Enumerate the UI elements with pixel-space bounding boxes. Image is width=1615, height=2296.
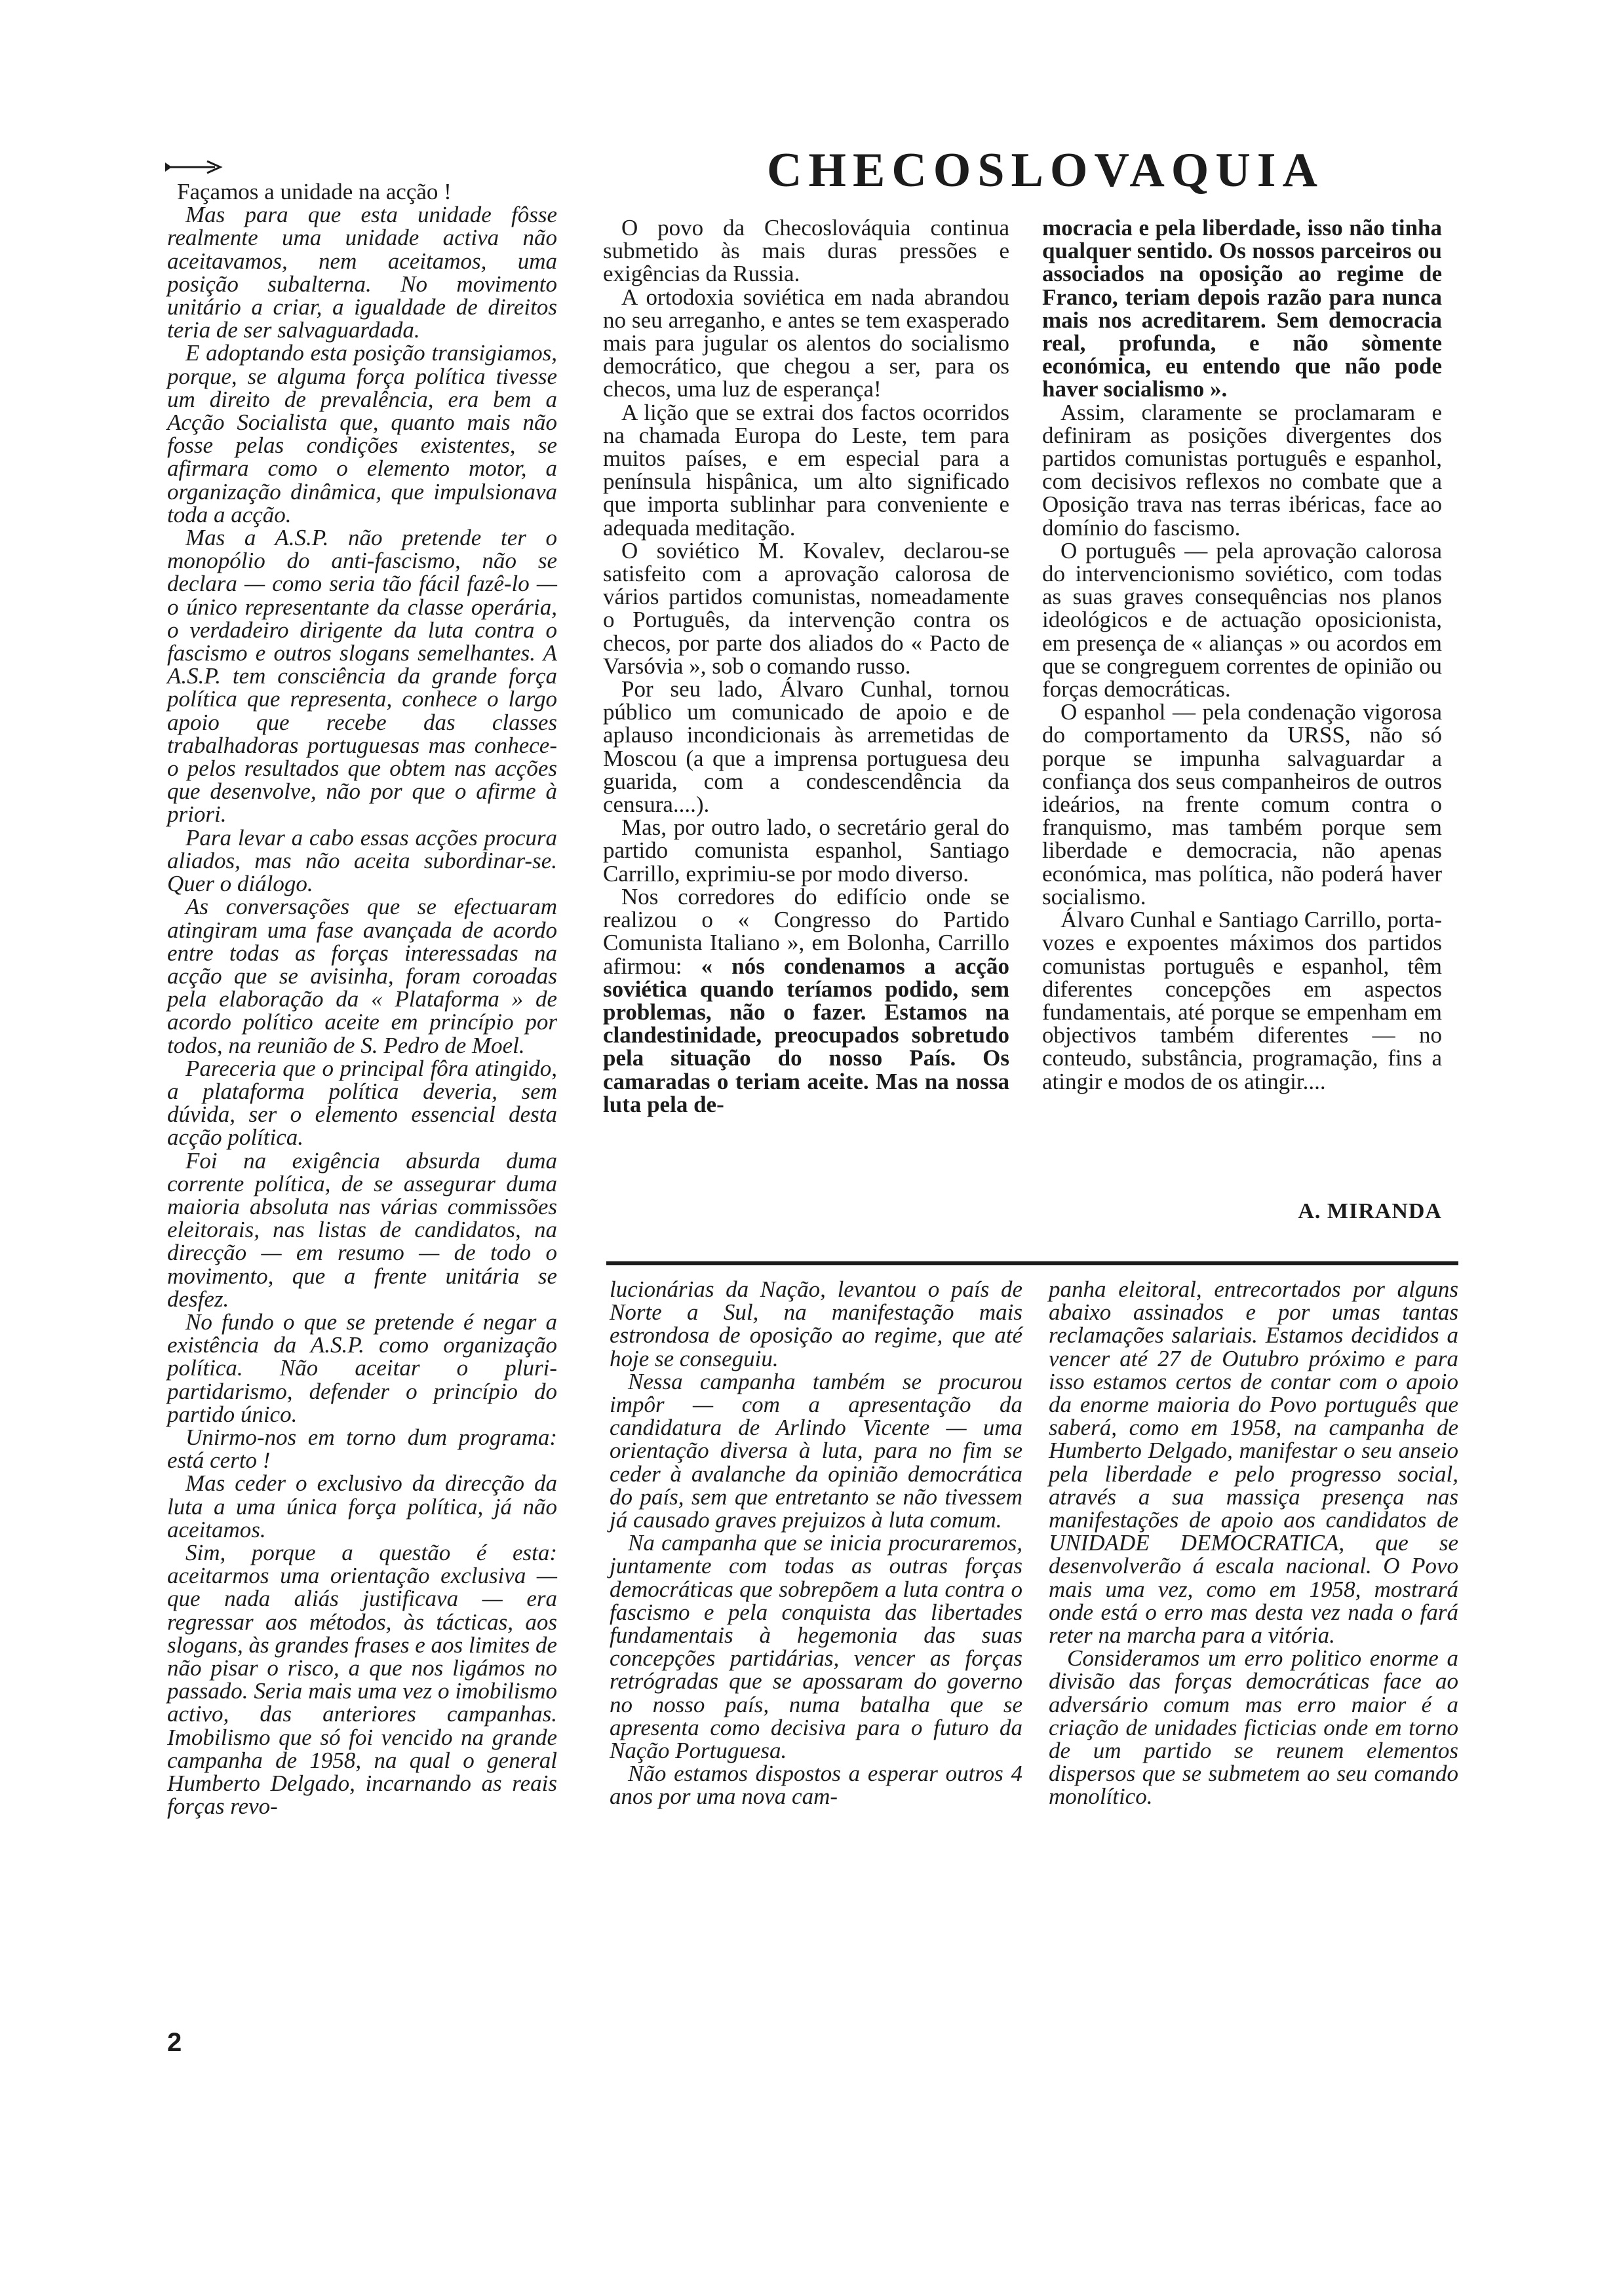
paragraph: Sim, porque a questão é esta: aceitarmos uma orientação exclusiva — que nada aliás justificava — era regressar aos métodos, às tácticas, aos slogans, às grandes frases e aos limites de não pisar o risco, a que nos ligámos no passado. Seria mais uma vez o imobilismo activo, das anteriores campanhas. Imobilismo que só foi vencido na grande campanha de 1958, na qual o general Humberto Delgado, incarnando as reais forças revo- xyxy=(167,1539,557,1820)
page-number: 2 xyxy=(167,2028,182,2057)
paragraph: Nessa campanha também se procurou impôr — com a apresentação da candidatura de Arlindo Vicente — uma orientação diversa à luta, para no fim se ceder à avalanche da opinião democrática do país, sem que entretanto se não tivessem já causado graves prejuizos à luta comum. xyxy=(610,1368,1022,1533)
paragraph-text: Nos corredores do edifício onde se realizou o « Congresso do Partido Comunista Italiano », em Bolonha, Carrillo afirmou: xyxy=(603,883,1009,979)
paragraph: Mas a A.S.P. não pretende ter o monopólio do anti-fascismo, não se declara — como seria tão fácil fazê-lo — o único representante da classe operária, o verdadeiro dirigente da luta contra o fascismo e outros slogans semelhantes. A A.S.P. tem consciência da grande força política que representa, conhece o largo apoio que recebe das classes trabalhadoras portuguesas mas conhece-o pelos resultados que obtem nas acções que desenvolve, não por que o afirme à priori. xyxy=(167,525,557,828)
paragraph: lucionárias da Nação, levantou o país de Norte a Sul, na manifestação mais estrondosa de oposição ao regime, que até hoje se conseguiu. xyxy=(610,1276,1022,1371)
paragraph xyxy=(603,885,1009,1116)
paragraph: O povo da Checoslováquia continua submetido às mais duras pressões e exigências da Russia. xyxy=(603,215,1009,287)
paragraph: No fundo o que se pretende é negar a existência da A.S.P. como organização política. Não aceitar o pluri-partidarismo, defender o princípio do partido único. xyxy=(167,1309,557,1427)
left-column xyxy=(167,180,557,1818)
bottom-middle-column xyxy=(610,1278,1022,1808)
paragraph: O português — pela aprovação calorosa do intervencionismo soviético, com todas as suas graves consequências nos planos ideológicos e de actuação oposicionista, em presença de « alianças » ou acordos em que se congreguem correntes de opinião ou forças democráticas. xyxy=(1042,537,1442,702)
paragraph: Mas ceder o exclusivo da direcção da luta a uma única força política, já não aceitamos. xyxy=(167,1470,557,1542)
section-divider xyxy=(606,1261,1458,1265)
paragraph: O soviético M. Kovalev, declarou-se satisfeito com a aprovação calorosa de vários partidos comunistas, nomeadamente o Português, da intervenção contra os checos, por parte dos aliados do « Pacto de Varsóvia », sob o comando russo. xyxy=(603,537,1009,679)
paragraph: Álvaro Cunhal e Santiago Carrillo, porta-vozes e expoentes máximos dos partidos comunistas português e espanhol, têm diferentes concepções em aspectos fundamentais, até porque se empenham em objectivos também diferentes — no conteudo, substância, programação, fins a atingir e modos de os atingir.... xyxy=(1042,907,1442,1094)
paragraph: Assim, claramente se proclamaram e definiram as posições divergentes dos partidos comunistas português e espanhol, com decisivos reflexos no combate que a Oposição trava nas terras ibéricas, face ao domínio do fascismo. xyxy=(1042,399,1442,541)
paragraph: Mas, por outro lado, o secretário geral do partido comunista espanhol, Santiago Carrillo, exprimiu-se por modo diverso. xyxy=(603,814,1009,887)
paragraph: Unirmo-nos em torno dum programa: está certo ! xyxy=(167,1424,557,1474)
carrillo-quote-continued: mocracia e pela liberdade, isso não tinha qualquer sentido. Os nossos parceiros ou associados na oposição ao regime de Franco, teriam depois razão para nunca mais nos acreditarem. Sem democracia real, profunda, e não sòmente económica, eu entendo que não pode haver socialismo ». xyxy=(1042,215,1442,402)
carrillo-quote: « nós condenamos a acção soviética quando teríamos podido, sem problemas, não o fazer. Estamos na clandestinidade, preocupados sobretudo pela situação do nosso País. Os camaradas o teriam aceite. Mas na nossa luta pela de- xyxy=(603,953,1010,1117)
article-headline: CHECOSLOVAQUIA xyxy=(766,144,1324,197)
paragraph: E adoptando esta posição transigiamos, porque, se alguma força política tivesse um direito de prevalência, era bem a Acção Socialista que, quanto mais não fosse pelas condições existentes, se afirmara como o elemento motor, a organização dinâmica, que impulsionava toda a acção. xyxy=(167,340,557,527)
paragraph: Foi na exigência absurda duma corrente política, de se assegurar duma maioria absoluta nas várias commissões eleitorais, nas listas de candidatos, na direcção — em resumo — de todo o movimento, que a frente unitária se desfez. xyxy=(167,1147,557,1312)
middle-column xyxy=(603,216,1009,1116)
paragraph: A lição que se extrai dos factos ocorridos na chamada Europa do Leste, tem para muitos países, e em especial para a península hispânica, um alto significado que importa sublinhar para conveniente e adequada meditação. xyxy=(603,399,1009,541)
paragraph: O espanhol — pela condenação vigorosa do comportamento da URSS, não só porque se impunha salvaguardar a confiança dos seus companheiros de outros ideários, na frente comum contra o franquismo, mas também porque sem liberdade e democracia, não apenas económica, mas política, não poderá haver socialismo. xyxy=(1042,699,1442,909)
paragraph: Por seu lado, Álvaro Cunhal, tornou público um comunicado de apoio e de aplauso incondicionais às arremetidas de Moscou (a que a imprensa portuguesa deu guarida, com a condescendência da censura....). xyxy=(603,676,1009,818)
paragraph: Consideramos um erro politico enorme a divisão das forças democráticas face ao adversário comum mas erro maior é a criação de unidades ficticias onde em torno de um partido se reunem elementos dispersos que se submetem ao seu comando monolítico. xyxy=(1049,1645,1458,1810)
paragraph: Na campanha que se inicia procuraremos, juntamente com todas as outras forças democráticas que sobrepõem a luta contra o fascismo e pela conquista das libertades fundamentais à hegemonia das suas concepções partidárias, vencer as forças retrógradas que se apossaram do governo no nosso país, numa batalha que se apresenta como decisiva para o futuro da Nação Portuguesa. xyxy=(610,1530,1022,1764)
continuation-arrow-icon xyxy=(164,157,223,177)
left-first-line: Façamos a unidade na acção ! xyxy=(177,179,452,204)
author-signature: A. MIRANDA xyxy=(1298,1199,1442,1223)
paragraph: panha eleitoral, entrecortados por alguns abaixo assinados e por umas tantas reclamações salariais. Estamos decididos a vencer até 27 de Outubro próximo e para isso estamos certos de contar com o apoio da enorme maioria do Povo português que saberá, como em 1958, na campanha de Humberto Delgado, manifestar o seu anseio pela liberdade e pelo progresso social, através a sua massiça presença nas manifestações de apoio aos candidatos de UNIDADE DEMOCRATICA, que se desenvolverão á escala nacional. O Povo mais uma vez, como em 1958, mostrará onde está o erro mas desta vez nada o fará reter na marcha para a vitória. xyxy=(1049,1276,1458,1649)
bottom-right-column xyxy=(1049,1278,1458,1808)
paragraph: Não estamos dispostos a esperar outros 4 anos por uma nova cam- xyxy=(610,1761,1022,1810)
paragraph: Para levar a cabo essas acções procura aliados, mas não aceita subordinar-se. Quer o diálogo. xyxy=(167,824,557,897)
right-column xyxy=(1042,216,1442,1093)
paragraph: Mas para que esta unidade fôsse realmente uma unidade activa não aceitavamos, nem aceitamos, uma posição subalterna. No movimento unitário a criar, a igualdade de direitos teria de ser salvaguardada. xyxy=(167,202,557,343)
paragraph: Pareceria que o principal fôra atingido, a plataforma política deveria, sem dúvida, ser o elemento essencial desta acção política. xyxy=(167,1055,557,1151)
paragraph: A ortodoxia soviética em nada abrandou no seu arreganho, e antes se tem exasperado mais para jugular os alentos do socialismo democrático, que chegou a ser, para os checos, uma luz de esperança! xyxy=(603,284,1009,402)
paragraph: As conversações que se efectuaram atingiram uma fase avançada de acordo entre todas as forças interessadas na acção que se avisinha, foram coroadas pela elaboração da « Plataforma » de acordo político aceite em princípio por todos, na reunião de S. Pedro de Moel. xyxy=(167,894,557,1058)
